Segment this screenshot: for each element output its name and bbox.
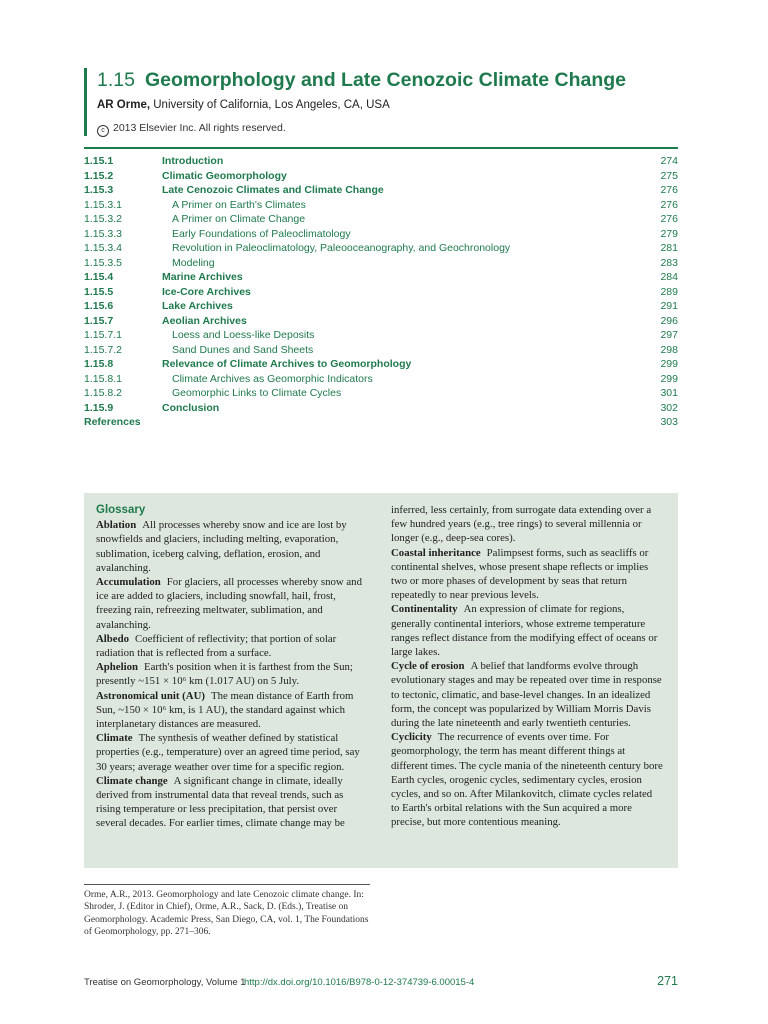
toc-entry[interactable] (84, 285, 678, 300)
glossary-definition: Earth's position when it is farthest from the Sun; presently ~151 × 10⁶ km (1.017 AU) on 5 July. (96, 661, 353, 688)
glossary-entry (96, 774, 368, 831)
glossary-term: Continentality (391, 603, 458, 616)
toc-entry-title: Loess and Loess-like Deposits (172, 329, 315, 341)
footer-doi-link[interactable]: http://dx.doi.org/10.1016/B978-0-12-374739-6.00015-4 (244, 977, 475, 988)
toc-entry-number: 1.15.7.2 (84, 343, 122, 356)
toc-entry[interactable] (84, 372, 678, 387)
toc-entry[interactable] (84, 299, 678, 314)
chapter-number: 1.15 (97, 69, 135, 91)
toc-entry-page: 283 (660, 256, 678, 269)
toc-entry-number: 1.15.3.3 (84, 227, 122, 240)
glossary-term: Astronomical unit (AU) (96, 689, 205, 702)
toc-entry-page: 276 (660, 213, 678, 225)
toc-entry-page: 274 (660, 155, 678, 167)
author-affiliation: University of California, Los Angeles, CA, USA (153, 99, 390, 111)
toc-entry-number: 1.15.7.1 (84, 329, 122, 341)
glossary-term: Albedo (96, 632, 129, 645)
toc-entry-number: 1.15.5 (84, 285, 114, 298)
toc-entry-page: 281 (660, 242, 678, 254)
glossary-term: Cycle of erosion (391, 660, 465, 673)
toc-entry-number: 1.15.8.2 (84, 387, 122, 399)
glossary-term: Cyclicity (391, 731, 432, 744)
glossary-definition: Coefficient of reflectivity; that portion of solar radiation that is reflected from a surface. (96, 632, 337, 660)
toc-entry-title: Marine Archives (162, 271, 243, 283)
toc-entry-number: 1.15.3.4 (84, 242, 122, 254)
toc-entry-number: 1.15.2 (84, 169, 114, 182)
toc-entry-title: Geomorphic Links to Climate Cycles (172, 387, 342, 399)
article-header (84, 68, 697, 136)
page-number: 271 (657, 974, 678, 988)
toc-entry-number: 1.15.7 (84, 314, 114, 327)
toc-entry-title: A Primer on Climate Change (172, 213, 306, 225)
toc-entry-page: 289 (660, 285, 678, 298)
glossary-definition: The mean distance of Earth from Sun, ~150 × 10⁶ km, is 1 AU), the standard against which interplanetary distances are measured. (96, 689, 354, 731)
toc-entry-page: 296 (660, 314, 678, 327)
glossary-box (84, 493, 678, 868)
toc-entry-page: 299 (660, 358, 678, 370)
toc-entry-page: 284 (660, 271, 678, 283)
toc-entry[interactable] (84, 328, 678, 343)
toc-entry-page: 297 (660, 329, 678, 341)
glossary-term: Accumulation (96, 576, 161, 589)
toc-entry-title: Late Cenozoic Climates and Climate Change (162, 184, 384, 196)
toc-entry-page: 301 (660, 387, 678, 399)
glossary-entry (391, 730, 663, 829)
glossary-entry (96, 731, 368, 774)
toc-entry[interactable] (84, 357, 678, 372)
toc-entry-number: 1.15.8.1 (84, 372, 122, 385)
glossary-column-right (391, 503, 663, 830)
copyright-line (97, 122, 697, 137)
toc-entry-number: 1.15.3.1 (84, 198, 122, 211)
chapter-title: Geomorphology and Late Cenozoic Climate Change (144, 69, 627, 91)
toc-entry-page: 302 (660, 401, 678, 414)
toc-entry-number: 1.15.8 (84, 358, 114, 370)
toc-entry[interactable] (84, 386, 678, 401)
toc-entry-number: 1.15.1 (84, 155, 114, 167)
copyright-icon: c (97, 125, 109, 137)
glossary-term: Climate (96, 732, 133, 745)
glossary-definition: The recurrence of events over time. For geomorphology, the term has meant different things at different times. The cycle mania of the nineteenth century bore Earth cycles, orogenic cycles, sedimentary cycles, erosion cycles, and so on. After Milankovitch, climate cycles related to Earth's orbital relations with the Sun acquired a more precise, but more contentious meaning. (391, 731, 663, 829)
toc-entry-number: 1.15.3 (84, 184, 114, 196)
glossary-definition: A significant change in climate, ideally derived from instrumental data that reveal trends, such as rising temperature or less precipitation, that persist over several decades. For earlier times, climate change may be (96, 774, 345, 830)
toc-entry-title: Modeling (172, 256, 215, 269)
toc-entry[interactable] (84, 270, 678, 285)
footer-journal: Treatise on Geomorphology, Volume 1 (84, 977, 246, 988)
toc-entry-title: Relevance of Climate Archives to Geomorphology (162, 358, 412, 370)
toc-entry[interactable] (84, 154, 678, 169)
citation-note: Orme, A.R., 2013. Geomorphology and late Cenozoic climate change. In: Shroder, J. (Editor in Chief), Orme, A.R., Sack, D. (Eds.), Treatise on Geomorphology. Academic Press, San Diego, CA, vol. 1, The Foundations of Geomorphology, pp. 271–306. (84, 884, 370, 938)
toc-entry-page: 303 (660, 416, 678, 428)
glossary-entry (96, 575, 368, 632)
page-footer (84, 974, 678, 990)
toc-entry-title: Climatic Geomorphology (162, 169, 287, 182)
toc-entry[interactable] (84, 227, 678, 242)
toc-entry[interactable] (84, 183, 678, 198)
glossary-term: Climate change (96, 774, 168, 787)
author-line (97, 98, 697, 112)
glossary-entry (96, 632, 368, 660)
glossary-definition: For glaciers, all processes whereby snow and ice are added to glaciers, including snowfall, hail, frost, freezing rain, refreezing meltwater, sublimation, and avalanching. (96, 576, 362, 631)
toc-entry-page: 276 (660, 198, 678, 211)
toc-entry[interactable] (84, 415, 678, 430)
toc-entry[interactable] (84, 169, 678, 184)
toc-entry-page: 276 (660, 184, 678, 196)
toc-entry-page: 291 (660, 300, 678, 312)
toc-entry[interactable] (84, 198, 678, 213)
toc-entry-page: 275 (660, 169, 678, 182)
toc-entry-title: Conclusion (162, 401, 220, 414)
toc-entry-title: Introduction (162, 155, 224, 167)
toc-entry[interactable] (84, 212, 678, 227)
article-title (97, 68, 697, 92)
glossary-continuation: inferred, less certainly, from surrogate data extending over a few hundred years (e.g., tree rings) to several millennia or longer (e.g., deep-sea cores). (391, 504, 652, 545)
toc-entry-number: References (84, 416, 141, 428)
glossary-entry (96, 660, 368, 688)
toc-entry[interactable] (84, 256, 678, 271)
toc-entry[interactable] (84, 401, 678, 416)
toc-entry-number: 1.15.3.5 (84, 256, 122, 269)
toc-entry-page: 299 (660, 372, 678, 385)
toc-entry-number: 1.15.9 (84, 401, 114, 414)
glossary-definition: Palimpsest forms, such as seacliffs or continental shelves, whose present shape reflects or implies two or more phases of development by seas that return repeatedly to near previous levels. (391, 546, 649, 602)
glossary-term: Aphelion (96, 661, 139, 674)
toc-entry-number: 1.15.6 (84, 300, 114, 312)
toc-entry-title: Lake Archives (162, 300, 233, 312)
glossary-entry (391, 659, 663, 730)
toc-entry-title: Aeolian Archives (162, 314, 247, 327)
glossary-definition: An expression of climate for regions, generally continental interiors, whose extreme temperature ranges reflect distance from the modifying effect of oceans or large lakes. (391, 603, 658, 659)
toc-entry-title: Sand Dunes and Sand Sheets (172, 343, 314, 356)
toc-entry-title: Climate Archives as Geomorphic Indicators (172, 372, 373, 385)
table-of-contents (84, 147, 678, 430)
toc-entry-title: Ice-Core Archives (162, 285, 251, 298)
glossary-entry (391, 602, 663, 659)
glossary-entry (96, 518, 368, 575)
author-name: AR Orme, (97, 99, 151, 111)
toc-entry-number: 1.15.3.2 (84, 213, 122, 225)
toc-entry[interactable] (84, 343, 678, 358)
glossary-term: Coastal inheritance (391, 546, 481, 559)
glossary-column-left (96, 503, 368, 831)
glossary-definition: All processes whereby snow and ice are lost by snowfields and glaciers, including melting, evaporation, sublimation, iceberg calving, deflation, erosion, and avalanching. (96, 519, 347, 574)
glossary-entry (96, 689, 368, 732)
toc-entry-title: A Primer on Earth's Climates (172, 198, 306, 211)
toc-entry-page: 279 (660, 227, 678, 240)
glossary-definition: The synthesis of weather defined by statistical properties (e.g., temperature) over an agreed time period, say 30 years; average weather over time for a specific region. (96, 732, 360, 773)
glossary-entry (391, 546, 663, 603)
toc-entry-title (162, 415, 638, 430)
glossary-term: Ablation (96, 519, 137, 532)
glossary-definition: A belief that landforms evolve through evolutionary stages and may be repeated over time in response to tectonic, climatic, and base-level changes. In an idealized form, the concept was popularized by William Morris Davis during the late nineteenth and early twentieth centuries. (391, 660, 662, 730)
glossary-title: Glossary (96, 504, 146, 516)
toc-entry-title: Revolution in Paleoclimatology, Paleooceanography, and Geochronology (172, 242, 511, 254)
toc-entry-number: 1.15.4 (84, 271, 114, 283)
copyright-text: 2013 Elsevier Inc. All rights reserved. (113, 122, 286, 134)
toc-entry[interactable] (84, 241, 678, 256)
toc-entry-title: Early Foundations of Paleoclimatology (172, 227, 351, 240)
toc-entry-page: 298 (660, 343, 678, 356)
toc-entry[interactable] (84, 314, 678, 329)
